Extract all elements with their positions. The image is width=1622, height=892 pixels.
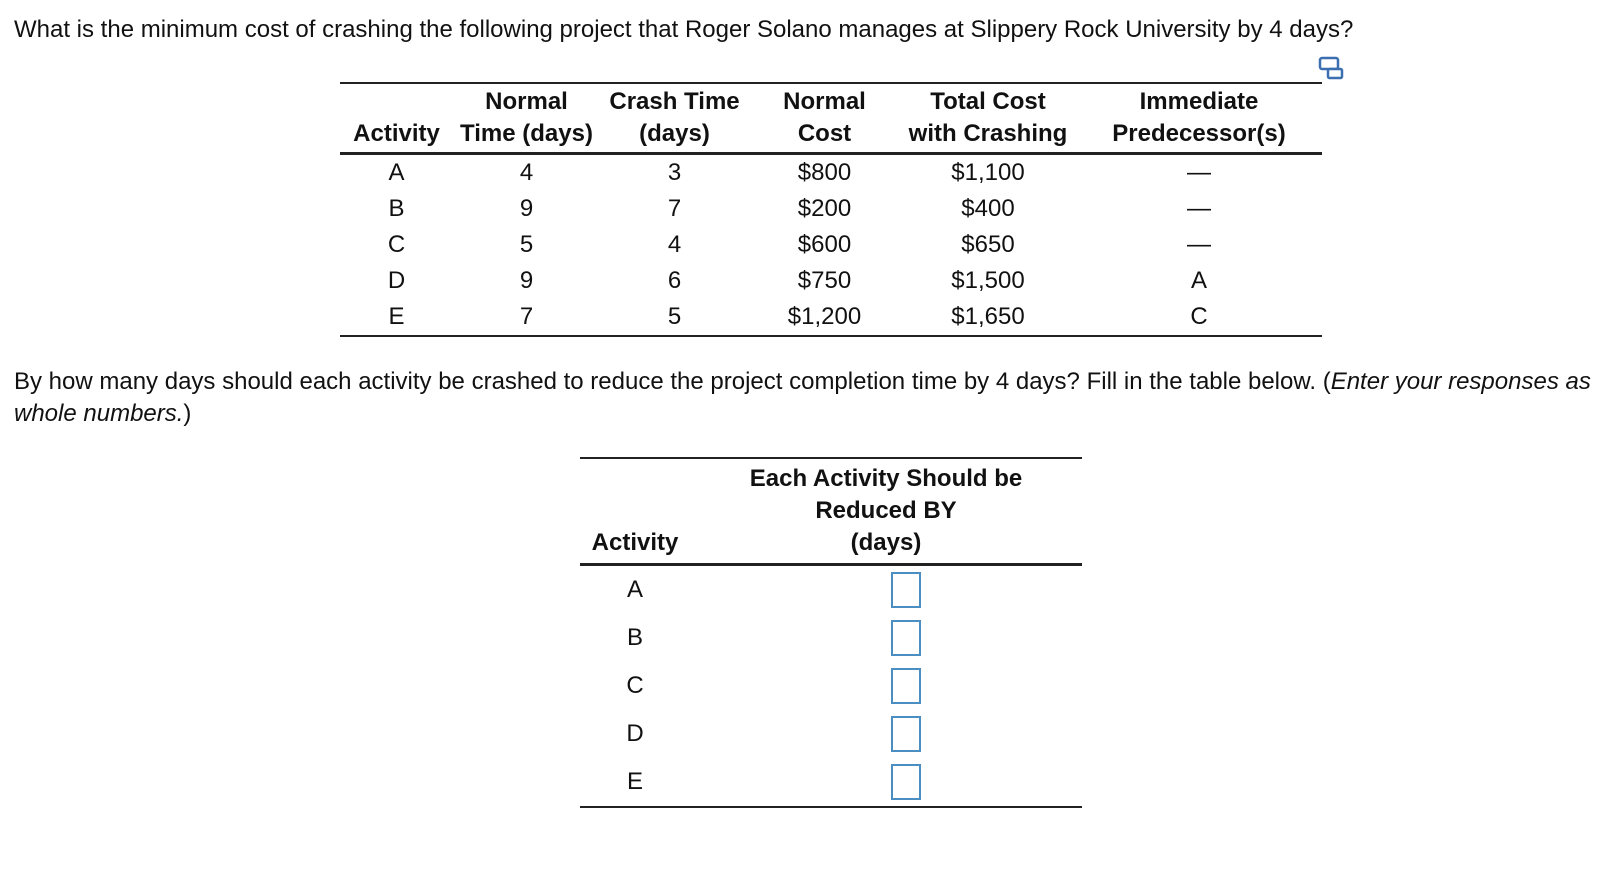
table-row	[340, 263, 1322, 299]
table-cell: D	[387, 267, 406, 294]
table-cell: —	[1187, 231, 1211, 258]
table-cell: C	[387, 231, 406, 258]
table-cell: 5	[600, 299, 749, 336]
answer-header-row	[580, 458, 1082, 565]
crashing-data-table	[340, 82, 1322, 337]
table-cell: 5	[519, 231, 534, 258]
answer-cell	[690, 614, 1082, 662]
instruction-text	[14, 366, 1604, 430]
table-cell: 9	[519, 195, 534, 222]
reduction-input-c[interactable]	[891, 668, 921, 704]
table-row	[340, 227, 1322, 263]
answer-table	[580, 457, 1082, 808]
reduction-input-a[interactable]	[891, 572, 921, 608]
table-cell: $650	[961, 231, 1015, 258]
table-cell: E	[340, 299, 453, 336]
table-cell: —	[1187, 159, 1211, 186]
instruction-italic: Enter your responses as whole numbers.	[14, 368, 1591, 427]
answer-activity-label: B	[626, 624, 643, 651]
table-header-row	[340, 83, 1322, 118]
table-cell: $1,100	[951, 159, 1025, 186]
question-text: What is the minimum cost of crashing the following project that Roger Solano manages at Slippery Rock University by 4 days?	[14, 16, 1354, 43]
answer-activity-label: C	[626, 672, 644, 699]
header-cell: Time (days)	[453, 118, 600, 154]
reduction-input-d[interactable]	[891, 716, 921, 752]
answer-header-line: Each Activity Should be	[749, 465, 1023, 492]
table-cell: C	[1076, 299, 1322, 336]
header-cell: (days)	[600, 118, 749, 154]
reduction-input-b[interactable]	[891, 620, 921, 656]
table-cell: 6	[667, 267, 682, 294]
header-cell: Activity	[340, 118, 453, 154]
table-cell: $1,650	[900, 299, 1076, 336]
table-row	[340, 191, 1322, 227]
header-cell: with Crashing	[900, 118, 1076, 154]
table-cell: 7	[667, 195, 682, 222]
answer-header-reduction	[690, 458, 1082, 565]
header-cell	[340, 83, 453, 118]
table-cell: $200	[797, 195, 852, 222]
answer-row	[580, 662, 1082, 710]
table-header-row	[340, 118, 1322, 154]
header-cell: Crash Time	[600, 83, 749, 118]
table-cell: A	[388, 159, 405, 186]
copy-table-icon[interactable]	[1318, 56, 1344, 80]
table-cell: 9	[519, 267, 534, 294]
answer-cell	[690, 565, 1082, 615]
instruction-main: By how many days should each activity be crashed to reduce the project completion time by 4 days? Fill in the table below. (	[14, 368, 1331, 395]
table-cell: $600	[797, 231, 852, 258]
header-cell: Predecessor(s)	[1076, 118, 1322, 154]
answer-cell	[690, 758, 1082, 807]
table-cell: $400	[961, 195, 1015, 222]
answer-header-line: (days)	[850, 529, 922, 556]
answer-header-line: Reduced BY	[815, 497, 957, 524]
answer-row	[580, 710, 1082, 758]
reduction-input-e[interactable]	[891, 764, 921, 800]
answer-activity-label: A	[626, 576, 643, 603]
answer-activity-label: E	[580, 758, 690, 807]
table-cell: 4	[519, 159, 534, 186]
answer-cell	[690, 662, 1082, 710]
table-cell: —	[1187, 195, 1211, 222]
table-cell: $1,500	[951, 267, 1025, 294]
table-cell: B	[388, 195, 405, 222]
table-cell: A	[1190, 267, 1207, 294]
table-row	[340, 299, 1322, 336]
table-cell: 4	[667, 231, 682, 258]
answer-header-activity: Activity	[580, 458, 690, 565]
table-cell: 7	[453, 299, 600, 336]
answer-row	[580, 758, 1082, 807]
table-cell: 3	[667, 159, 682, 186]
header-cell: Cost	[749, 118, 900, 154]
instruction-end: )	[183, 400, 192, 427]
answer-row	[580, 565, 1082, 615]
header-cell: Immediate	[1076, 83, 1322, 118]
table-cell: $1,200	[749, 299, 900, 336]
table-cell: $750	[797, 267, 852, 294]
table-row	[340, 154, 1322, 192]
answer-row	[580, 614, 1082, 662]
header-cell: Total Cost	[900, 83, 1076, 118]
answer-activity-label: D	[626, 720, 644, 747]
header-cell: Normal	[453, 83, 600, 118]
table-cell: $800	[797, 159, 852, 186]
header-cell: Normal	[749, 83, 900, 118]
answer-cell	[690, 710, 1082, 758]
